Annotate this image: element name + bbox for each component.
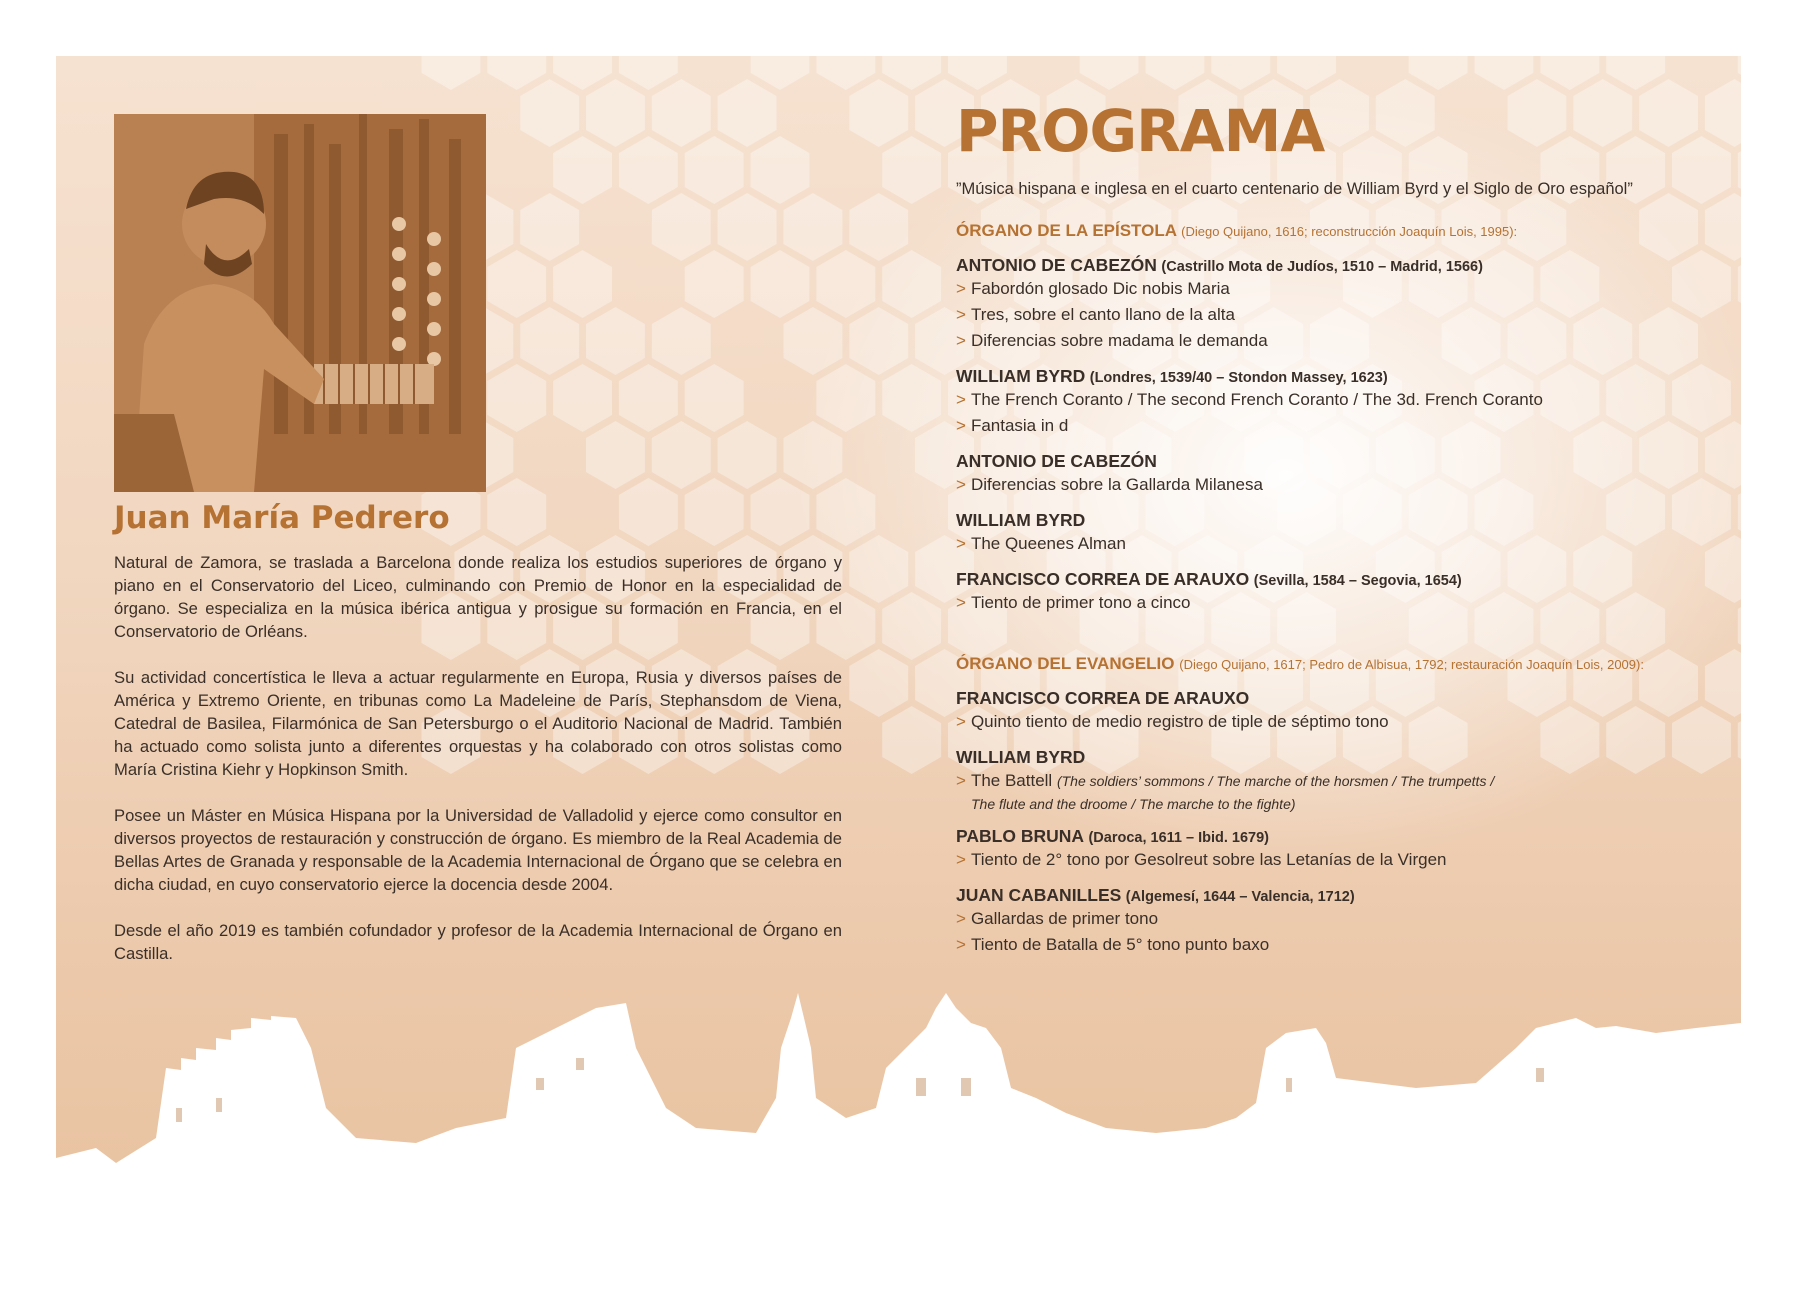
- program-title: PROGRAMA: [956, 97, 1325, 165]
- hexagon-shape: [751, 478, 810, 546]
- performer-photo: [114, 114, 486, 492]
- hexagon-shape: [718, 421, 777, 489]
- work-item: [956, 768, 1696, 794]
- hexagon-shape: [816, 478, 875, 546]
- hexagon-shape: [882, 250, 941, 318]
- hexagon-shape: [1738, 478, 1741, 546]
- hexagon-shape: [586, 307, 645, 375]
- bio-paragraph: Su actividad concertística le lleva a actuar regularmente en Europa, Rusia y diversos países de América y Extremo Oriente, en tribunas como La Madeleine de París, Stephansdom de Viena, Catedral de Basilea, Filarmónica de San Petersburgo o el Auditorio Nacional de Madrid. También ha actuado como solista junto a diferentes orquestas y ha colaborado con otros solistas como María Cristina Kiehr y Hopkinson Smith.: [114, 668, 842, 779]
- hexagon-shape: [520, 307, 579, 375]
- hexagon-shape: [652, 307, 711, 375]
- organ-name: ÓRGANO DE LA EPÍSTOLA: [956, 221, 1177, 240]
- composer-block: [956, 826, 1696, 873]
- work-title: The Queenes Alman: [970, 534, 1126, 553]
- organ-details: (Diego Quijano, 1616; reconstrucción Joaquín Lois, 1995):: [1181, 224, 1518, 239]
- work-item: [956, 709, 1696, 735]
- bullet-chevron-icon: >: [956, 712, 966, 731]
- hexagon-shape: [849, 535, 908, 603]
- bio-paragraph: Posee un Máster en Música Hispana por la Universidad de Valladolid y ejerce como consultor en diversos proyectos de restauración y construcción de órgano. Es miembro de la Real Academia de Bellas Artes de Granada y responsable de la Academia Internacional de Órgano que se celebra en dicha ciudad, en cuyo conservatorio ejerce la docencia desde 2004.: [114, 806, 842, 894]
- work-item: [956, 413, 1696, 439]
- organ-heading-epistola: [956, 221, 1696, 241]
- hexagon-shape: [652, 79, 711, 147]
- hexagon-shape: [487, 478, 546, 546]
- program-sheet: [56, 56, 1741, 1248]
- hexagon-shape: [1705, 79, 1741, 147]
- composer-name: WILLIAM BYRD: [956, 366, 1086, 386]
- hexagon-shape: [1606, 56, 1665, 90]
- hexagon-shape: [685, 478, 744, 546]
- work-item: [956, 847, 1696, 873]
- work-item: [956, 472, 1696, 498]
- hexagon-shape: [487, 364, 546, 432]
- composer-dates: (Londres, 1539/40 – Stondon Massey, 1623): [1089, 370, 1388, 386]
- organ-name: ÓRGANO DEL EVANGELIO: [956, 654, 1175, 673]
- composer-name: PABLO BRUNA: [956, 826, 1085, 846]
- composer-name: WILLIAM BYRD: [956, 747, 1086, 767]
- hexagon-shape: [553, 56, 612, 90]
- composer-dates: (Sevilla, 1584 – Segovia, 1654): [1253, 573, 1462, 589]
- hexagon-shape: [882, 364, 941, 432]
- organ-details: (Diego Quijano, 1617; Pedro de Albisua, 1792; restauración Joaquín Lois, 2009):: [1179, 657, 1644, 672]
- work-title: Fantasia in d: [970, 416, 1069, 435]
- work-title: The Battell: [970, 771, 1053, 790]
- work-title: Diferencias sobre madama le demanda: [970, 331, 1268, 350]
- bullet-chevron-icon: >: [956, 534, 966, 553]
- work-item: [956, 387, 1696, 413]
- work-title: Tres, sobre el canto llano de la alta: [970, 305, 1235, 324]
- biography: [114, 551, 842, 988]
- bullet-chevron-icon: >: [956, 935, 966, 954]
- hexagon-shape: [586, 79, 645, 147]
- hexagon-shape: [816, 364, 875, 432]
- bullet-chevron-icon: >: [956, 593, 966, 612]
- bio-paragraph: Natural de Zamora, se traslada a Barcelona donde realiza los estudios superiores de órgano y piano en el Conservatorio del Liceo, culminando con Premio de Honor en la especialidad de órgano. Se especializa en la música ibérica antigua y prosigue su formación en Francia, en el Conservatorio de Orléans.: [114, 553, 842, 641]
- bullet-chevron-icon: >: [956, 909, 966, 928]
- hexagon-shape: [882, 136, 941, 204]
- hexagon-shape: [487, 250, 546, 318]
- hexagon-shape: [1475, 56, 1534, 90]
- composer-name: FRANCISCO CORREA DE ARAUXO: [956, 688, 1250, 708]
- bullet-chevron-icon: >: [956, 390, 966, 409]
- hexagon-shape: [520, 193, 579, 261]
- hexagon-shape: [751, 136, 810, 204]
- hexagon-shape: [882, 706, 941, 774]
- city-skyline-illustration: [56, 988, 1741, 1248]
- hexagon-shape: [619, 136, 678, 204]
- hexagon-shape: [849, 307, 908, 375]
- hexagon-shape: [849, 79, 908, 147]
- hexagon-shape: [1080, 56, 1139, 90]
- work-item: [956, 590, 1696, 616]
- hexagon-shape: [718, 79, 777, 147]
- hexagon-shape: [619, 364, 678, 432]
- hexagon-shape: [751, 250, 810, 318]
- composer-block: [956, 747, 1696, 814]
- bullet-chevron-icon: >: [956, 331, 966, 350]
- composer-name: FRANCISCO CORREA DE ARAUXO: [956, 569, 1250, 589]
- hexagon-shape: [751, 56, 810, 90]
- hexagon-shape: [1738, 136, 1741, 204]
- composer-block: [956, 366, 1696, 439]
- hexagon-shape: [1705, 421, 1741, 489]
- composer-dates: (Algemesí, 1644 – Valencia, 1712): [1125, 889, 1355, 905]
- work-title: Tiento de Batalla de 5° tono punto baxo: [970, 935, 1270, 954]
- hexagon-shape: [685, 364, 744, 432]
- hexagon-shape: [882, 56, 941, 90]
- hexagon-shape: [1738, 706, 1741, 774]
- hexagon-shape: [948, 56, 1007, 90]
- hexagon-shape: [487, 56, 546, 90]
- organ-heading-evangelio: [956, 654, 1696, 674]
- composer-name: ANTONIO DE CABEZÓN: [956, 451, 1157, 471]
- bullet-chevron-icon: >: [956, 850, 966, 869]
- hexagon-shape: [1738, 592, 1741, 660]
- work-title: The French Coranto / The second French Coranto / The 3d. French Coranto: [970, 390, 1543, 409]
- work-item: [956, 906, 1696, 932]
- hexagon-shape: [784, 193, 843, 261]
- hexagon-shape: [1705, 649, 1741, 717]
- hexagon-shape: [553, 136, 612, 204]
- bullet-chevron-icon: >: [956, 416, 966, 435]
- work-title: Gallardas de primer tono: [970, 909, 1159, 928]
- program-subtitle: ”Música hispana e inglesa en el cuarto centenario de William Byrd y el Siglo de Oro español”: [956, 180, 1633, 198]
- bullet-chevron-icon: >: [956, 305, 966, 324]
- hexagon-shape: [718, 193, 777, 261]
- hexagon-shape: [685, 250, 744, 318]
- hexagon-shape: [816, 56, 875, 90]
- hexagon-shape: [784, 307, 843, 375]
- performer-name: Juan María Pedrero: [114, 500, 450, 536]
- work-item: [956, 328, 1696, 354]
- hexagon-shape: [1146, 56, 1205, 90]
- hexagon-shape: [586, 421, 645, 489]
- hexagon-shape: [1211, 56, 1270, 90]
- hexagon-shape: [816, 250, 875, 318]
- composer-block: [956, 569, 1696, 616]
- composer-block: [956, 688, 1696, 735]
- hexagon-shape: [1409, 56, 1468, 90]
- hexagon-shape: [520, 79, 579, 147]
- composer-dates: (Daroca, 1611 – Ibid. 1679): [1088, 830, 1270, 846]
- work-item: [956, 932, 1696, 958]
- work-title: Quinto tiento de medio registro de tiple de séptimo tono: [970, 712, 1389, 731]
- composer-block: [956, 885, 1696, 958]
- composer-block: [956, 451, 1696, 498]
- work-title: Tiento de 2° tono por Gesolreut sobre las Letanías de la Virgen: [970, 850, 1447, 869]
- work-note: (The soldiers’ sommons / The marche of the horsmen / The trumpetts /: [1056, 773, 1495, 789]
- composer-block: [956, 255, 1696, 354]
- program-section: [956, 96, 1696, 970]
- hexagon-shape: [882, 592, 941, 660]
- hexagon-shape: [784, 421, 843, 489]
- hexagon-shape: [422, 56, 481, 90]
- composer-name: ANTONIO DE CABEZÓN: [956, 255, 1157, 275]
- bio-paragraph: Desde el año 2019 es también cofundador y profesor de la Academia Internacional de Órgano en Castilla.: [114, 921, 842, 963]
- work-item: [956, 531, 1696, 557]
- hexagon-shape: [652, 193, 711, 261]
- work-title: Fabordón glosado Dic nobis Maria: [970, 279, 1230, 298]
- work-note: The flute and the droome / The marche to the fighte): [971, 796, 1296, 812]
- composer-name: WILLIAM BYRD: [956, 510, 1086, 530]
- hexagon-shape: [849, 649, 908, 717]
- hexagon-shape: [1277, 56, 1336, 90]
- hexagon-shape: [553, 364, 612, 432]
- work-title: Tiento de primer tono a cinco: [970, 593, 1191, 612]
- hexagon-shape: [685, 136, 744, 204]
- composer-block: [956, 510, 1696, 557]
- hexagon-shape: [619, 478, 678, 546]
- bullet-chevron-icon: >: [956, 475, 966, 494]
- bullet-chevron-icon: >: [956, 771, 966, 790]
- work-item: [956, 276, 1696, 302]
- organist-illustration: [114, 114, 486, 492]
- hexagon-shape: [1705, 193, 1741, 261]
- composer-dates: (Castrillo Mota de Judíos, 1510 – Madrid, 1566): [1161, 259, 1483, 275]
- hexagon-shape: [619, 56, 678, 90]
- hexagon-shape: [1705, 535, 1741, 603]
- hexagon-shape: [1540, 56, 1599, 90]
- bullet-chevron-icon: >: [956, 279, 966, 298]
- composer-name: JUAN CABANILLES: [956, 885, 1122, 905]
- hexagon-shape: [849, 193, 908, 261]
- hexagon-shape: [1738, 250, 1741, 318]
- work-title: Diferencias sobre la Gallarda Milanesa: [970, 475, 1263, 494]
- work-item: [956, 302, 1696, 328]
- hexagon-shape: [553, 250, 612, 318]
- hexagon-shape: [652, 421, 711, 489]
